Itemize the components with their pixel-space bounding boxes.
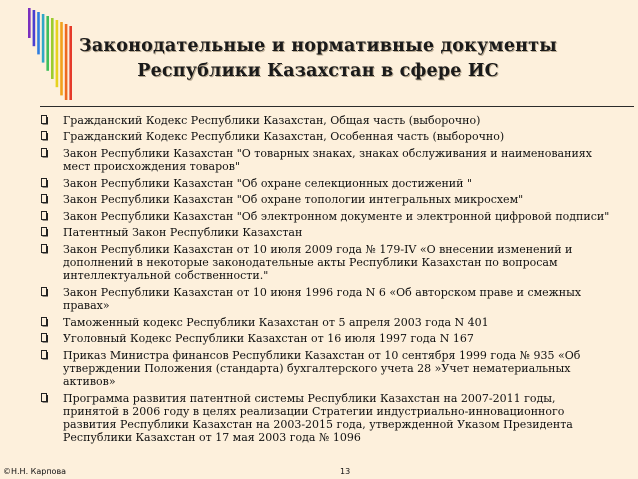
slide-title [38, 34, 598, 84]
decorative-stripe [33, 10, 36, 46]
square-bullet-icon [41, 350, 49, 360]
list-item [39, 147, 614, 174]
list-item-text: Закон Республики Казахстан от 10 июля 2009 года № 179-IV «О внесении изменений и дополнений в некоторые законодательные акты Республики Казахстан по вопросам интеллектуальной собственности." [63, 242, 573, 283]
list-item [39, 332, 614, 345]
list-item-text: Гражданский Кодекс Республики Казахстан, Особенная часть (выборочно) [63, 130, 505, 144]
list-item [39, 392, 614, 445]
list-item-text: Закон Республики Казахстан "Об охране топологии интегральных микросхем" [63, 193, 524, 207]
list-item [39, 210, 614, 223]
square-bullet-icon [41, 287, 49, 297]
footer-author: ©Н.Н. Карпова [3, 467, 67, 476]
list-item-text: Программа развития патентной системы Республики Казахстан на 2007-2011 годы, принятой в 2006 году в целях реализации Стратегии индустриально-инновационного развития Республики Казахстан на 2003-2015 года, утвержденной Указом Президента Республики Казахстан от 17 мая 2003 года № 1096 [63, 391, 573, 445]
list-item [39, 130, 614, 143]
square-bullet-icon [41, 194, 49, 204]
decorative-stripe [28, 8, 31, 38]
list-item [39, 316, 614, 329]
square-bullet-icon [41, 115, 49, 125]
square-bullet-icon [41, 227, 49, 237]
list-item-text: Закон Республики Казахстан "Об электронном документе и электронной цифровой подписи" [63, 209, 610, 223]
square-bullet-icon [41, 317, 49, 327]
list-item [39, 349, 614, 389]
list-item [39, 193, 614, 206]
square-bullet-icon [41, 211, 49, 221]
list-item-text: Уголовный Кодекс Республики Казахстан от 16 июля 1997 года N 167 [63, 332, 474, 346]
title-divider [40, 106, 634, 107]
list-item-text: Закон Республики Казахстан "Об охране селекционных достижений " [63, 176, 473, 190]
page-number: 13 [340, 467, 351, 476]
square-bullet-icon [41, 178, 49, 188]
list-item-text: Приказ Министра финансов Республики Казахстан от 10 сентября 1999 года № 935 «Об утверждении Положения (стандарта) бухгалтерского учета 28 »Учет нематериальных активов» [63, 348, 581, 389]
list-item-text: Закон Республики Казахстан "О товарных знаках, знаках обслуживания и наименованиях мест происхождения товаров" [63, 146, 592, 174]
title-line-1: Законодательные и нормативные документы [79, 36, 557, 56]
list-item [39, 286, 614, 313]
list-item [39, 177, 614, 190]
title-line-2: Республики Казахстан в сфере ИС [137, 61, 499, 81]
list-item [39, 114, 614, 127]
list-item [39, 226, 614, 239]
list-item [39, 243, 614, 283]
document-list [39, 114, 614, 448]
list-item-text: Закон Республики Казахстан от 10 июня 1996 года N 6 «Об авторском праве и смежных правах» [63, 285, 582, 313]
square-bullet-icon [41, 393, 49, 403]
square-bullet-icon [41, 148, 49, 158]
square-bullet-icon [41, 131, 49, 141]
square-bullet-icon [41, 333, 49, 343]
list-item-text: Гражданский Кодекс Республики Казахстан, Общая часть (выборочно) [63, 114, 481, 127]
list-item-text: Патентный Закон Республики Казахстан [63, 226, 303, 240]
square-bullet-icon [41, 244, 49, 254]
list-item-text: Таможенный кодекс Республики Казахстан от 5 апреля 2003 года N 401 [63, 315, 489, 329]
